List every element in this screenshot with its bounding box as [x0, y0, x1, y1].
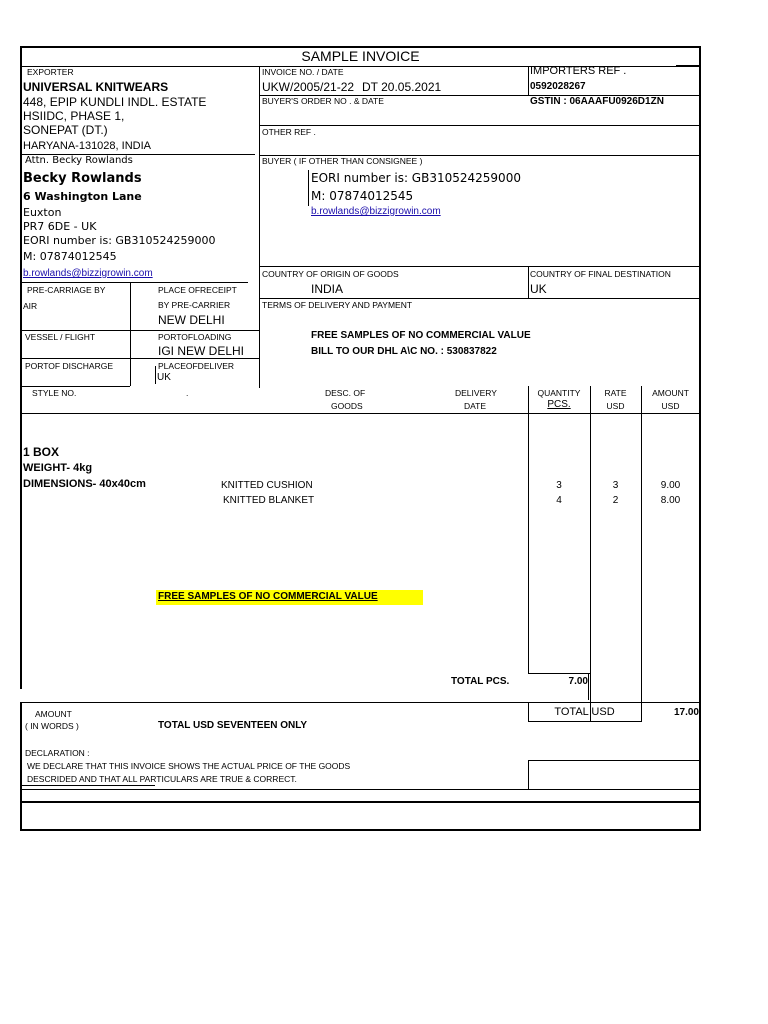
consignee-postcode: PR7 6DE - UK	[23, 220, 97, 233]
consignee-email-link[interactable]: b.rowlands@bizzigrowin.com	[23, 268, 153, 279]
consignee-eori: EORI number is: GB310524259000	[23, 234, 216, 247]
buyer-email-link[interactable]: b.rowlands@bizzigrowin.com	[311, 206, 441, 217]
line-shipping-1	[20, 330, 260, 331]
col-divider-shipping	[130, 282, 131, 386]
line-declaration-box-top	[528, 760, 700, 761]
header-amount: AMOUNT	[652, 388, 689, 398]
title-divider-accent	[676, 65, 700, 67]
port-loading-value: IGI NEW DELHI	[158, 344, 245, 358]
total-pcs-box-right	[588, 674, 589, 700]
package-weight: WEIGHT- 4kg	[23, 462, 93, 474]
buyers-order-label: BUYER'S ORDER NO . & DATE	[262, 96, 384, 106]
exporter-address-line2: HSIIDC, PHASE 1,	[23, 109, 125, 123]
line-totals-top	[20, 702, 701, 703]
origin-label: COUNTRY OF ORIGIN OF GOODS	[262, 269, 399, 279]
item-rate: 3	[612, 480, 619, 491]
header-desc-1: DESC. OF	[325, 388, 366, 398]
package-dimensions: DIMENSIONS- 40x40cm	[23, 478, 146, 490]
header-dot: .	[186, 388, 189, 398]
total-pcs-label: TOTAL PCS.	[451, 676, 510, 687]
port-discharge-label: PORTOF DISCHARGE	[25, 361, 114, 371]
consignee-mobile: M: 07874012545	[23, 250, 117, 263]
amount-words-label-1: AMOUNT	[35, 709, 72, 719]
place-delivery-value: UK	[157, 372, 171, 383]
border-bottom	[20, 829, 701, 831]
terms-label: TERMS OF DELIVERY AND PAYMENT	[262, 300, 413, 310]
exporter-address-line1: 448, EPIP KUNDLI INDL. ESTATE	[23, 95, 207, 109]
consignee-name: Becky Rowlands	[23, 171, 142, 186]
header-delivery-2: DATE	[464, 401, 487, 411]
col-divider-rate	[590, 386, 591, 722]
terms-line-1: FREE SAMPLES OF NO COMMERCIAL VALUE	[311, 330, 531, 341]
exporter-address-line3: SONEPAT (DT.)	[23, 123, 108, 137]
item-desc: KNITTED CUSHION	[221, 480, 313, 491]
col-divider-qty	[528, 386, 529, 674]
item-amount: 9.00	[660, 480, 681, 491]
consignee-street: 6 Washington Lane	[23, 190, 142, 203]
declaration-label: DECLARATION :	[25, 748, 90, 758]
header-rate: RATE	[604, 388, 627, 398]
col-divider-main	[259, 66, 260, 388]
line-origin-bottom	[260, 298, 700, 299]
importers-ref-value: 0592028267	[530, 81, 586, 92]
line-table-header-bottom	[20, 413, 701, 414]
declaration-line-1: WE DECLARE THAT THIS INVOICE SHOWS THE ACTUAL PRICE OF THE GOODS	[27, 761, 351, 771]
header-style-no: STYLE NO.	[32, 388, 77, 398]
header-desc-2: GOODS	[331, 401, 363, 411]
col-divider-destination	[528, 266, 529, 298]
declaration-box-left	[528, 760, 529, 790]
buyer-caret	[308, 170, 309, 206]
line-buyers-order-bottom	[260, 125, 700, 126]
total-usd-label: TOTAL USD	[554, 706, 615, 718]
total-pcs-box-top	[528, 673, 590, 674]
invoice-label: INVOICE NO. / DATE	[262, 67, 344, 77]
pre-carriage-label: PRE-CARRIAGE BY	[27, 285, 106, 295]
line-declaration-bottom	[20, 789, 701, 790]
port-loading-label: PORTOFLOADING	[158, 332, 232, 342]
vessel-flight-label: VESSEL / FLIGHT	[25, 332, 96, 342]
place-receipt-value: NEW DELHI	[158, 313, 225, 327]
amount-words-label-2: ( IN WORDS )	[25, 721, 79, 731]
header-delivery-1: DELIVERY	[455, 388, 497, 398]
place-receipt-label-1: PLACE OFRECEIPT	[158, 285, 237, 295]
buyer-mobile: M: 07874012545	[311, 189, 414, 203]
col-divider-importers	[528, 66, 529, 96]
destination-label: COUNTRY OF FINAL DESTINATION	[530, 269, 671, 279]
amount-words-value: TOTAL USD SEVENTEEN ONLY	[158, 720, 308, 731]
consignee-town: Euxton	[23, 206, 62, 219]
line-buyer-bottom	[260, 266, 700, 267]
line-shipping-3	[20, 386, 130, 387]
col-divider-amount	[641, 386, 642, 722]
declaration-line-2: DESCRIDED AND THAT ALL PARTICULARS ARE TRUE & CORRECT.	[27, 774, 297, 784]
exporter-name: UNIVERSAL KNITWEARS	[23, 80, 169, 94]
buyer-eori: EORI number is: GB310524259000	[311, 171, 521, 185]
package-boxes: 1 BOX	[23, 445, 60, 459]
consignee-attn: Attn. Becky Rowlands	[25, 155, 133, 166]
exporter-label: EXPORTER	[27, 67, 74, 77]
place-delivery-label: PLACEOFDELIVER	[158, 361, 235, 371]
invoice-number: UKW/2005/21-22	[262, 80, 355, 94]
item-qty: 3	[556, 480, 562, 491]
total-pcs-value: 7.00	[568, 676, 588, 687]
border-left-footer	[20, 702, 22, 830]
header-rate-unit: USD	[606, 401, 625, 411]
exporter-address-line4: HARYANA-131028, INDIA	[23, 140, 151, 152]
item-rate: 2	[612, 495, 619, 506]
border-left	[20, 46, 22, 689]
header-amount-unit: USD	[661, 401, 680, 411]
invoice-date: DT 20.05.2021	[362, 80, 442, 94]
buyer-label: BUYER ( IF OTHER THAN CONSIGNEE )	[262, 156, 423, 166]
header-quantity: QUANTITY	[537, 388, 581, 398]
origin-value: INDIA	[311, 282, 344, 296]
free-samples-note: FREE SAMPLES OF NO COMMERCIAL VALUE	[158, 591, 378, 602]
border-right	[699, 46, 701, 830]
item-amount: 8.00	[660, 495, 681, 506]
line-consignee-bottom	[20, 282, 248, 283]
destination-value: UK	[530, 282, 547, 296]
total-usd-value: 17.00	[673, 707, 699, 718]
item-desc: KNITTED BLANKET	[223, 495, 315, 506]
place-delivery-caret	[155, 366, 156, 384]
importers-ref-label: IMPORTERS REF .	[530, 65, 627, 77]
place-receipt-label-2: BY PRE-CARRIER	[158, 300, 231, 310]
item-qty: 4	[556, 495, 562, 506]
header-quantity-unit: PCS.	[547, 399, 571, 410]
pre-carriage-value: AIR	[23, 301, 38, 311]
other-ref-label: OTHER REF .	[262, 127, 316, 137]
gstin: GSTIN : 06AAAFU0926D1ZN	[530, 96, 664, 107]
line-total-usd-bottom	[528, 721, 641, 722]
line-signature-top	[20, 801, 701, 803]
page-title: SAMPLE INVOICE	[301, 48, 420, 64]
declaration-underline	[20, 785, 155, 786]
line-shipping-2	[20, 358, 260, 359]
terms-line-2: BILL TO OUR DHL A\C NO. : 530837822	[311, 346, 497, 357]
